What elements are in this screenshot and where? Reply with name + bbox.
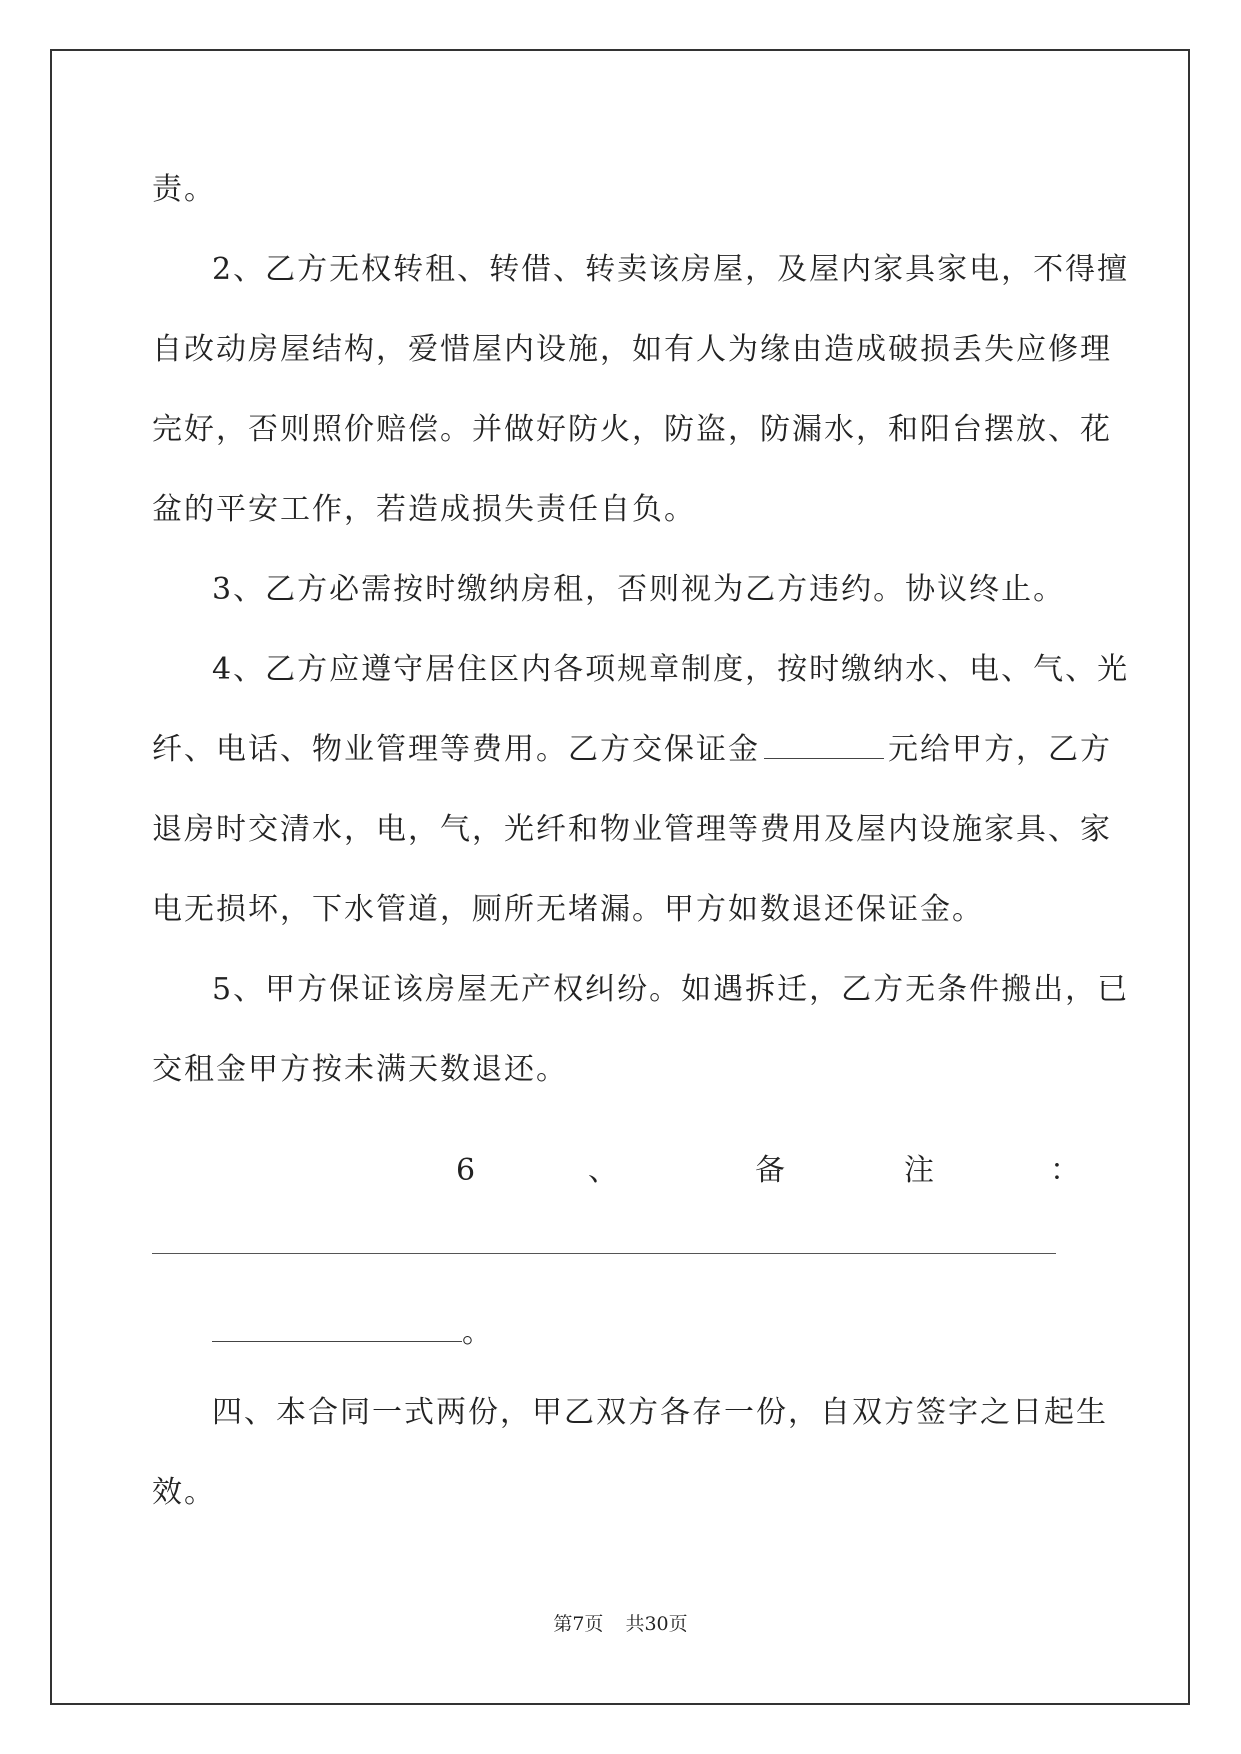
- clause-3-line: 3、乙方必需按时缴纳房租，否则视为乙方违约。协议终止。: [212, 572, 1066, 607]
- remark-separator: 、: [588, 1153, 618, 1188]
- clause-4-line: [152, 730, 1112, 770]
- page-footer: [0, 1612, 1241, 1636]
- paragraph-line: 责。: [152, 172, 216, 207]
- remark-char: 注: [904, 1153, 934, 1188]
- clause-4-line: 电无损坏，下水管道，厕所无堵漏。甲方如数退还保证金。: [152, 892, 984, 927]
- clause-5-line: 5、甲方保证该房屋无产权纠纷。如遇拆迁，乙方无条件搬出，已: [212, 972, 1130, 1007]
- total-page-count: 共30页: [625, 1613, 688, 1635]
- page-border: [50, 49, 1190, 1705]
- remark-char: 备: [755, 1153, 785, 1188]
- remark-blank-line: [152, 1253, 1056, 1254]
- deposit-text-after: 元给甲方，乙方: [888, 732, 1112, 767]
- current-page-number: 第7页: [553, 1613, 604, 1635]
- remark-colon: ：: [1050, 1153, 1080, 1188]
- clause-2-line: 完好，否则照价赔偿。并做好防火，防盗，防漏水，和阳台摆放、花: [152, 412, 1112, 447]
- clause-4-line: 4、乙方应遵守居住区内各项规章制度，按时缴纳水、电、气、光: [212, 652, 1130, 687]
- clause-2-line: 2、乙方无权转租、转借、转卖该房屋，及屋内家具家电，不得擅: [212, 252, 1130, 287]
- clause-4-line: 退房时交清水，电，气，光纤和物业管理等费用及屋内设施家具、家: [152, 812, 1112, 847]
- clause-four-line: 四、本合同一式两份，甲乙双方各存一份，自双方签字之日起生: [212, 1395, 1108, 1430]
- clause-four-line: 效。: [152, 1475, 216, 1510]
- remark-tail-blank: [212, 1319, 462, 1342]
- clause-2-line: 盆的平安工作，若造成损失责任自负。: [152, 492, 696, 527]
- remark-heading: [152, 1151, 1092, 1191]
- clause-2-line: 自改动房屋结构，爱惜屋内设施，如有人为缘由造成破损丢失应修理: [152, 332, 1112, 367]
- remark-blank-tail: [212, 1313, 492, 1353]
- remark-end-mark: 。: [462, 1315, 492, 1350]
- deposit-amount-blank: [764, 730, 884, 759]
- clause-5-line: 交租金甲方按未满天数退还。: [152, 1052, 568, 1087]
- remark-number: 6: [456, 1153, 476, 1188]
- deposit-text-before: 纤、电话、物业管理等费用。乙方交保证金: [152, 732, 760, 767]
